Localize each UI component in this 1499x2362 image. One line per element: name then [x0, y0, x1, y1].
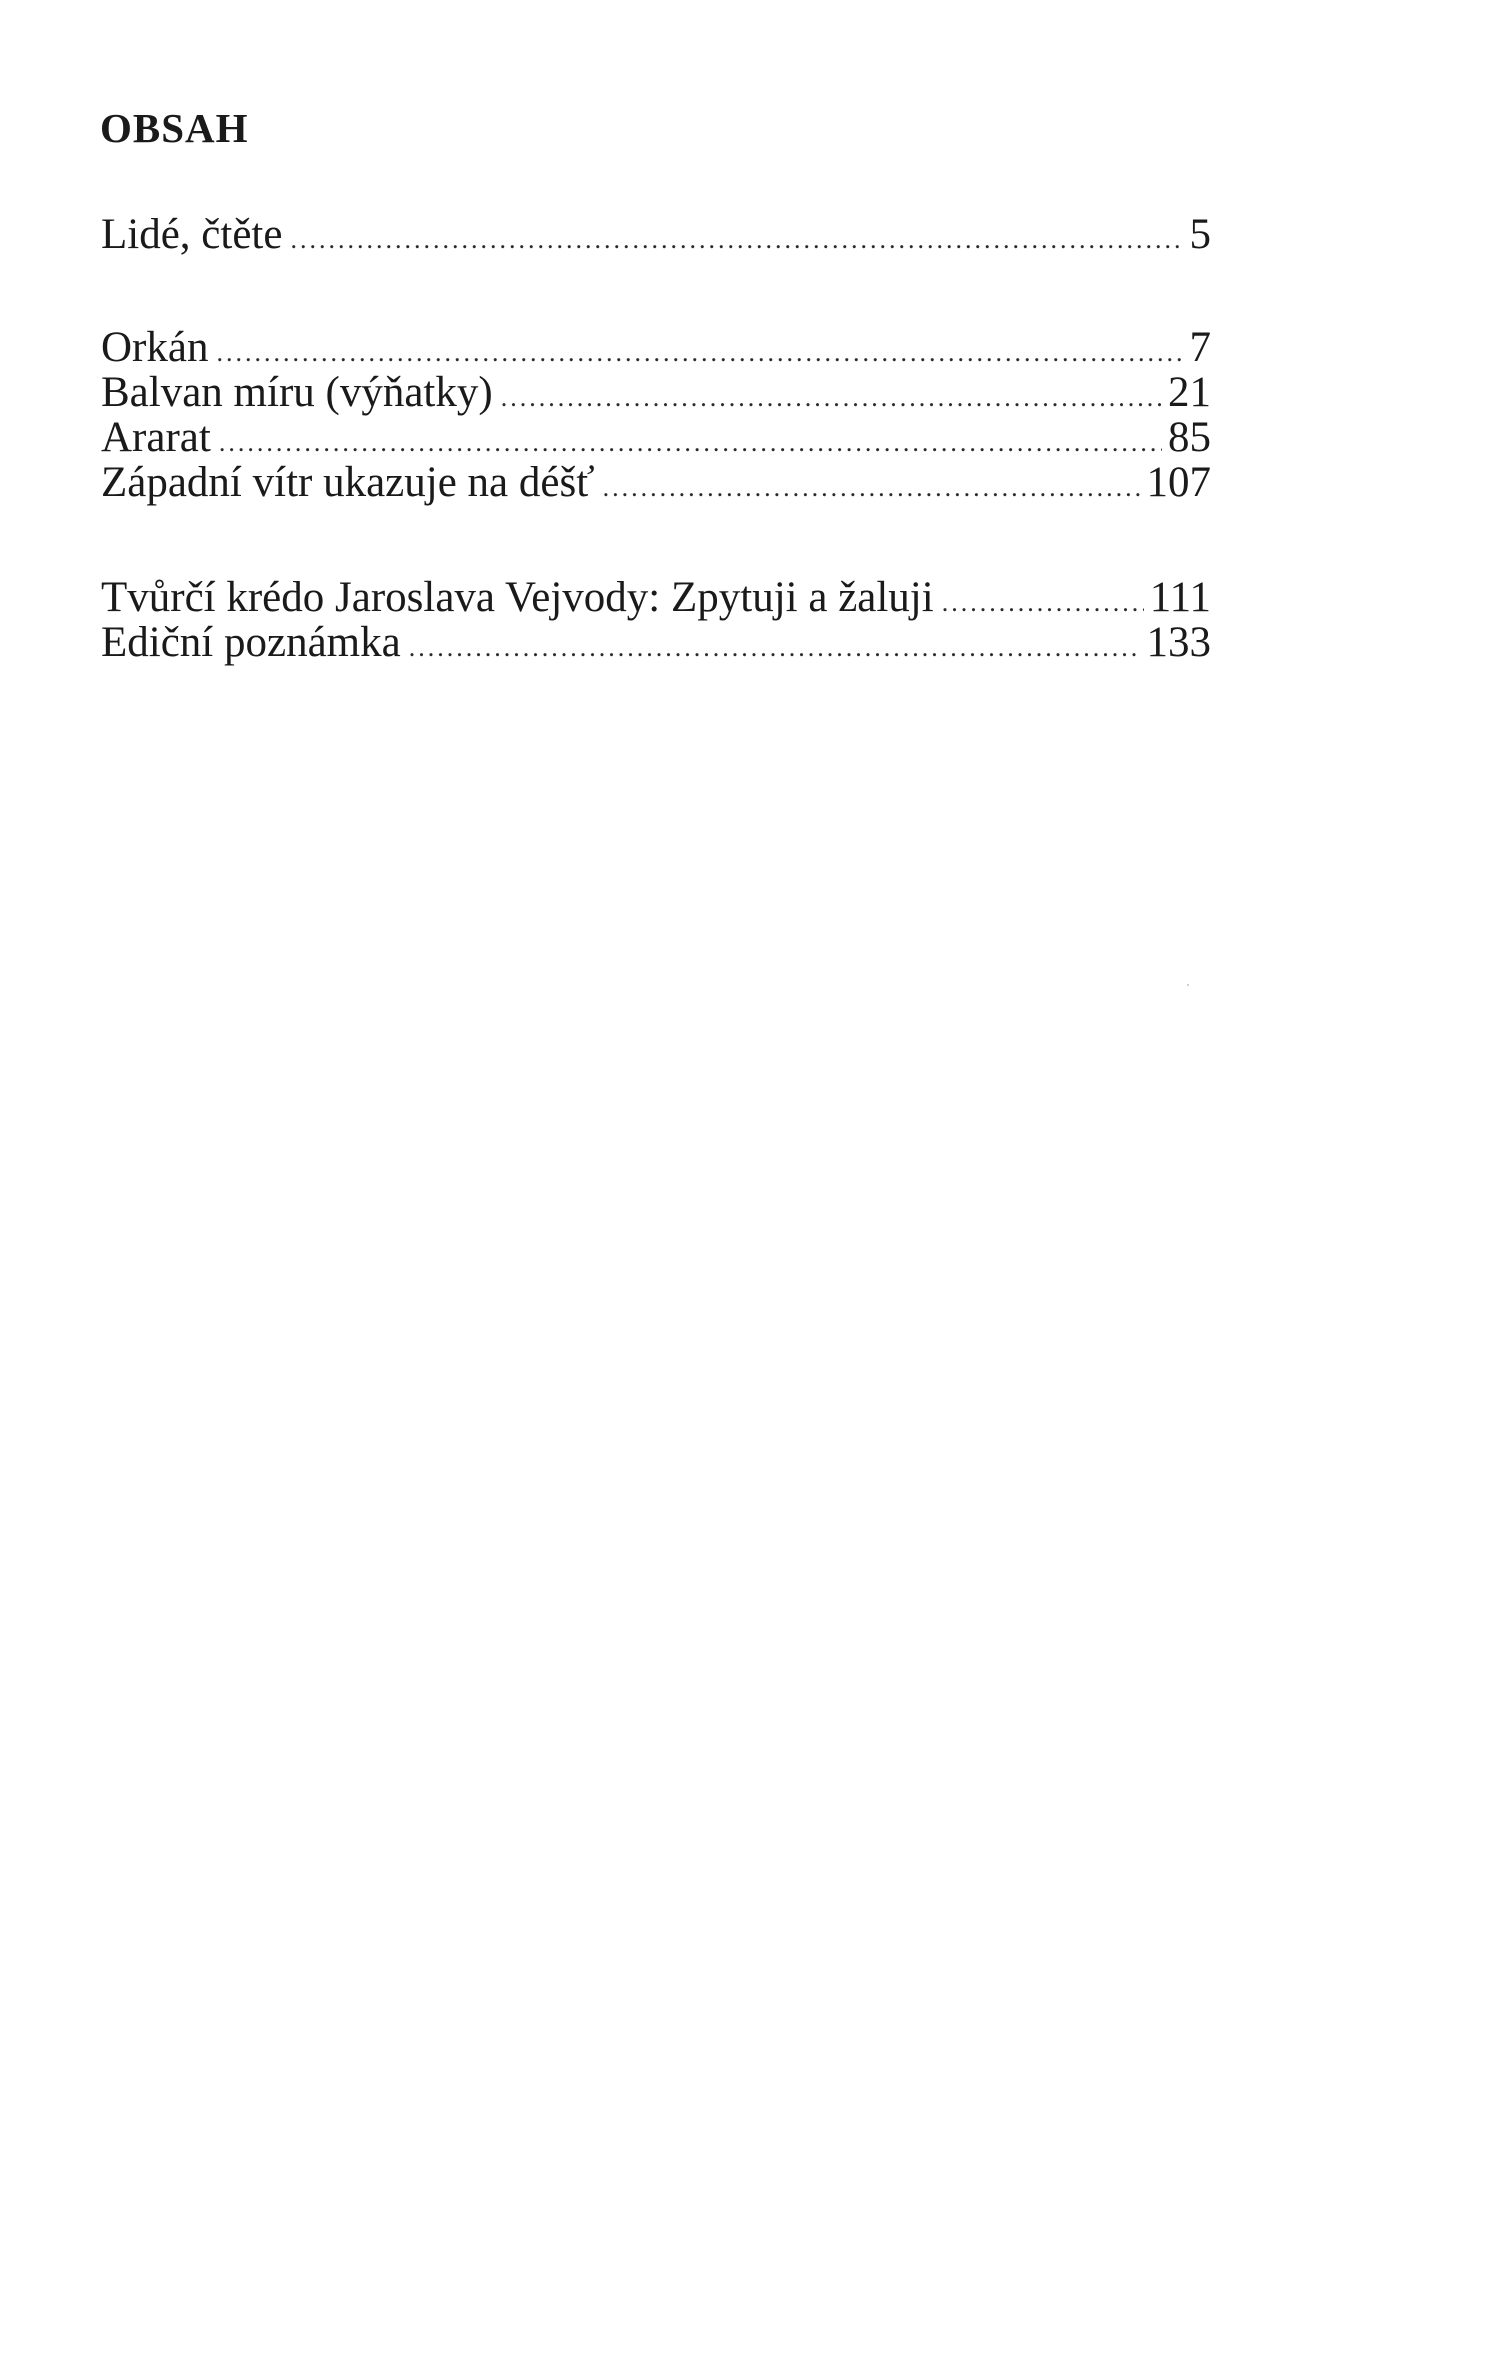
dot-leader — [290, 217, 1183, 262]
toc-group-poems — [101, 325, 1211, 505]
toc-entry-title: Lidé, čtěte — [101, 211, 283, 258]
toc-entry — [101, 325, 1211, 370]
dot-leader — [501, 375, 1162, 420]
toc-entry — [101, 575, 1211, 620]
toc-entry-page: 5 — [1189, 211, 1211, 258]
toc-entry-page: 21 — [1168, 369, 1211, 416]
toc-entry — [101, 460, 1211, 505]
toc-entry-page: 7 — [1189, 324, 1211, 371]
toc-heading: OBSAH — [100, 105, 249, 151]
toc-entry — [101, 370, 1211, 415]
toc-entry-page: 107 — [1146, 459, 1211, 506]
dot-leader — [409, 625, 1141, 670]
toc-entry-title: Ediční poznámka — [101, 619, 401, 666]
toc-entry — [101, 620, 1211, 665]
toc-entry-title: Tvůrčí krédo Jaroslava Vejvody: Zpytuji a žaluji — [101, 574, 934, 621]
toc-entry-page: 85 — [1168, 414, 1211, 461]
toc-entry-title: Ararat — [101, 414, 211, 461]
dot-leader — [942, 580, 1144, 625]
toc-entry-title: Západní vítr ukazuje na déšť — [101, 459, 595, 506]
toc-entry-title: Balvan míru (výňatky) — [101, 369, 493, 416]
toc-entry — [101, 415, 1211, 460]
toc-entry-title: Orkán — [101, 324, 209, 371]
toc-entry-page: 133 — [1146, 619, 1211, 666]
toc-group-appendix — [101, 575, 1211, 665]
dot-leader — [603, 465, 1141, 510]
toc-group-intro — [101, 212, 1211, 257]
scan-speck — [1187, 984, 1189, 986]
toc-entry-page: 111 — [1149, 574, 1211, 621]
toc-entry — [101, 212, 1211, 257]
